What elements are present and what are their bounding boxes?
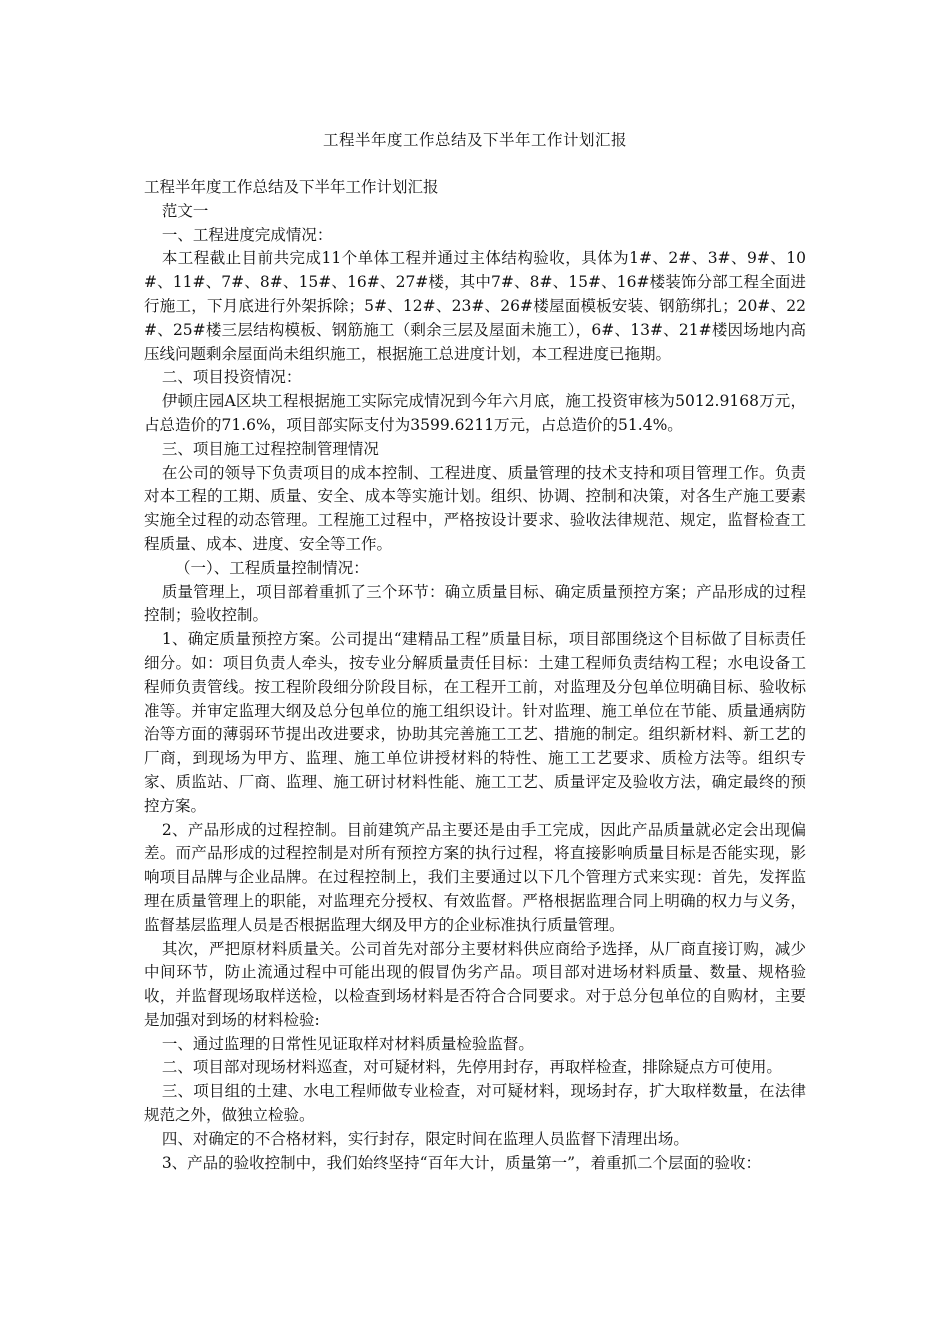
paragraph: 在公司的领导下负责项目的成本控制、工程进度、质量管理的技术支持和项目管理工作。负责对本工程的工期、质量、安全、成本等实施计划。组织、协调、控制和决策，对各生产施工要素实施全过程的动态管理。工程施工过程中，严格按设计要求、验收法律规范、规定，监督检查工程质量、成本、进度、安全等工作。: [144, 463, 806, 553]
paragraph: 本工程截止目前共完成11个单体工程并通过主体结构验收，具体为1#、2#、3#、9#、10#、11#、7#、8#、15#、16#、27#楼，其中7#、8#、15#、16#楼装饰分部工程全面进行施工，下月底进行外架拆除；5#、12#、23#、26#楼屋面模板安装、钢筋绑扎；20#、22#、25#楼三层结构模板、钢筋施工（剩余三层及屋面未施工），6#、13#、21#楼因场地内高压线问题剩余屋面尚未组织施工，根据施工总进度计划，本工程进度已拖期。: [144, 249, 806, 363]
paragraph: 3、产品的验收控制中，我们始终坚持“百年大计，质量第一”，着重抓二个层面的验收：: [161, 1153, 762, 1172]
paragraph: 1、确定质量预控方案。公司提出“建精品工程”质量目标，项目部围绕这个目标做了目标责任细分。如：项目负责人牵头，按专业分解质量责任目标：土建工程师负责结构工程；水电设备工程师负责管线。按工程阶段细分阶段目标，在工程开工前，对监理及分包单位明确目标、验收标准等。并审定监理大纲及总分包单位的施工组织设计。针对监理、施工单位在节能、质量通病防治等方面的薄弱环节提出改进要求，协助其完善施工工艺、措施的制定。组织新材料、新工艺的厂商，到现场为甲方、监理、施工单位讲授材料的特性、施工工艺要求、质检方法等。组织专家、质监站、厂商、监理、施工研讨材料性能、施工工艺、质量评定及验收方法，确定最终的预控方案。: [144, 630, 806, 815]
paragraph: 三、项目组的土建、水电工程师做专业检查，对可疑材料，现场封存，扩大取样数量，在法律规范之外，做独立检验。: [144, 1082, 806, 1125]
paragraph: 2、产品形成的过程控制。目前建筑产品主要还是由手工完成，因此产品质量就必定会出现偏差。而产品形成的过程控制是对所有预控方案的执行过程，将直接影响质量目标是否能实现，影响项目品牌与企业品牌。在过程控制上，我们主要通过以下几个管理方式来实现：首先，发挥监理在质量管理上的职能，对监理充分授权、有效监督。严格根据监理合同上明确的权力与义务，监督基层监理人员是否根据监理大纲及甲方的企业标准执行质量管理。: [144, 820, 806, 934]
paragraph: 伊顿庄园A区块工程根据施工实际完成情况到今年六月底，施工投资审核为5012.9168万元，占总造价的71.6%，项目部实际支付为3599.6211万元，占总造价的51.4%。: [144, 392, 806, 434]
paragraph: 四、对确定的不合格材料，实行封存，限定时间在监理人员监督下清理出场。: [161, 1129, 689, 1148]
paragraph: 三、项目施工过程控制管理情况: [161, 439, 379, 458]
paragraph: 二、项目部对现场材料巡查，对可疑材料，先停用封存，再取样检查，排除疑点方可使用。: [161, 1058, 782, 1077]
document-body: [144, 176, 806, 1175]
paragraph: 一、工程进度完成情况：: [161, 225, 333, 244]
paragraph: 范文一: [161, 201, 209, 220]
paragraph: 一、通过监理的日常性见证取样对材料质量检验监督。: [161, 1034, 534, 1053]
paragraph: （一）、工程质量控制情况：: [175, 558, 369, 577]
paragraph: 质量管理上，项目部着重抓了三个环节：确立质量目标、确定质量预控方案；产品形成的过程控制；验收控制。: [144, 582, 806, 625]
document-title: 工程半年度工作总结及下半年工作计划汇报: [322, 131, 627, 149]
paragraph: 其次，严把原材料质量关。公司首先对部分主要材料供应商给予选择，从厂商直接订购，减少中间环节，防止流通过程中可能出现的假冒伪劣产品。项目部对进场材料质量、数量、规格验收，并监督现场取样送检，以检查到场材料是否符合合同要求。对于总分包单位的自购材，主要是加强对到场的材料检验:: [144, 939, 806, 1029]
paragraph: 二、项目投资情况：: [161, 368, 302, 387]
paragraph: 工程半年度工作总结及下半年工作计划汇报: [144, 178, 439, 196]
